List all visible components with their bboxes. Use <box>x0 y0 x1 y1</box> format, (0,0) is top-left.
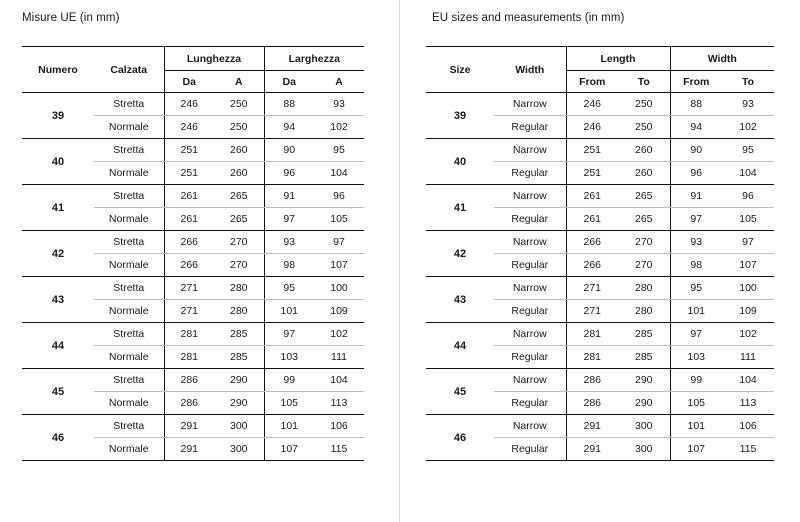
cell-length-from: 291 <box>566 438 618 461</box>
cell-width-from: 96 <box>264 162 314 185</box>
cell-length-from: 271 <box>164 277 214 300</box>
cell-width-type: Regular <box>494 392 566 415</box>
header-width-to: To <box>722 71 774 93</box>
cell-width-from: 99 <box>670 369 722 392</box>
cell-length-to: 280 <box>618 300 670 323</box>
cell-width-from: 91 <box>264 185 314 208</box>
cell-width-from: 94 <box>264 116 314 139</box>
cell-width-from: 98 <box>670 254 722 277</box>
table-row <box>426 323 774 346</box>
cell-width-to: 109 <box>722 300 774 323</box>
cell-length-to: 250 <box>214 116 264 139</box>
cell-length-from: 251 <box>164 139 214 162</box>
header-width-group: Larghezza <box>264 47 364 71</box>
cell-length-to: 260 <box>618 139 670 162</box>
header-width-to: A <box>314 71 364 93</box>
cell-width-to: 104 <box>314 162 364 185</box>
cell-length-to: 250 <box>618 93 670 116</box>
table-row <box>426 93 774 116</box>
table-row <box>22 323 364 346</box>
header-size: Size <box>426 47 494 93</box>
cell-width-type: Normale <box>94 300 164 323</box>
cell-length-to: 300 <box>214 415 264 438</box>
cell-width-type: Normale <box>94 116 164 139</box>
cell-length-to: 265 <box>618 185 670 208</box>
cell-width-from: 88 <box>670 93 722 116</box>
table-row <box>22 415 364 438</box>
cell-width-to: 96 <box>722 185 774 208</box>
cell-size: 44 <box>22 323 94 369</box>
cell-length-from: 246 <box>566 116 618 139</box>
cell-width-to: 102 <box>722 116 774 139</box>
table-row <box>22 139 364 162</box>
cell-width-from: 90 <box>264 139 314 162</box>
cell-size: 40 <box>22 139 94 185</box>
cell-width-type: Narrow <box>494 185 566 208</box>
cell-length-to: 280 <box>618 277 670 300</box>
cell-width-to: 95 <box>722 139 774 162</box>
cell-size: 44 <box>426 323 494 369</box>
cell-width-type: Stretta <box>94 231 164 254</box>
cell-length-to: 285 <box>214 346 264 369</box>
cell-width-from: 88 <box>264 93 314 116</box>
cell-length-to: 270 <box>214 231 264 254</box>
cell-length-from: 291 <box>164 415 214 438</box>
cell-width-from: 96 <box>670 162 722 185</box>
cell-length-from: 281 <box>164 323 214 346</box>
cell-width-to: 104 <box>722 162 774 185</box>
cell-width-from: 97 <box>670 323 722 346</box>
cell-size: 46 <box>426 415 494 461</box>
table-row <box>426 139 774 162</box>
cell-length-from: 281 <box>566 346 618 369</box>
header-width-from: Da <box>264 71 314 93</box>
cell-width-from: 101 <box>670 415 722 438</box>
cell-length-from: 261 <box>566 208 618 231</box>
cell-width-to: 102 <box>314 116 364 139</box>
header-length-to: A <box>214 71 264 93</box>
cell-width-to: 105 <box>722 208 774 231</box>
cell-width-type: Narrow <box>494 323 566 346</box>
cell-length-to: 290 <box>214 392 264 415</box>
cell-size: 39 <box>426 93 494 139</box>
cell-length-from: 286 <box>164 369 214 392</box>
cell-width-to: 102 <box>314 323 364 346</box>
cell-width-from: 97 <box>264 208 314 231</box>
cell-width-from: 101 <box>670 300 722 323</box>
cell-length-to: 300 <box>618 415 670 438</box>
cell-width-from: 95 <box>264 277 314 300</box>
cell-width-from: 103 <box>264 346 314 369</box>
cell-length-to: 300 <box>618 438 670 461</box>
cell-length-to: 285 <box>618 323 670 346</box>
cell-length-from: 266 <box>566 231 618 254</box>
table-row <box>22 277 364 300</box>
cell-length-to: 265 <box>214 208 264 231</box>
cell-length-from: 266 <box>566 254 618 277</box>
cell-length-from: 286 <box>566 392 618 415</box>
cell-width-from: 95 <box>670 277 722 300</box>
table-header-italian <box>22 47 364 93</box>
cell-length-from: 291 <box>164 438 214 461</box>
cell-length-from: 271 <box>566 300 618 323</box>
cell-length-from: 246 <box>566 93 618 116</box>
cell-width-from: 101 <box>264 300 314 323</box>
cell-length-to: 285 <box>214 323 264 346</box>
cell-width-to: 115 <box>722 438 774 461</box>
cell-width-to: 97 <box>314 231 364 254</box>
cell-length-from: 246 <box>164 93 214 116</box>
cell-length-from: 251 <box>566 139 618 162</box>
cell-length-to: 290 <box>214 369 264 392</box>
header-length-to: To <box>618 71 670 93</box>
cell-width-type: Regular <box>494 300 566 323</box>
table-row <box>22 185 364 208</box>
cell-width-type: Normale <box>94 208 164 231</box>
cell-size: 40 <box>426 139 494 185</box>
cell-length-to: 280 <box>214 300 264 323</box>
table-row <box>426 185 774 208</box>
cell-width-from: 90 <box>670 139 722 162</box>
cell-length-from: 251 <box>164 162 214 185</box>
table-header-english <box>426 47 774 93</box>
cell-width-type: Regular <box>494 438 566 461</box>
panel-english <box>400 0 800 522</box>
cell-width-from: 98 <box>264 254 314 277</box>
table-body-english <box>426 93 774 461</box>
cell-length-to: 270 <box>618 231 670 254</box>
cell-width-to: 102 <box>722 323 774 346</box>
header-row-top <box>426 47 774 71</box>
cell-width-from: 101 <box>264 415 314 438</box>
cell-size: 46 <box>22 415 94 461</box>
cell-width-type: Stretta <box>94 415 164 438</box>
header-width-type: Calzata <box>94 47 164 93</box>
cell-width-from: 99 <box>264 369 314 392</box>
panel-title-english: EU sizes and measurements (in mm) <box>432 12 625 24</box>
cell-width-type: Regular <box>494 254 566 277</box>
cell-width-to: 111 <box>314 346 364 369</box>
header-row-top <box>22 47 364 71</box>
cell-width-to: 111 <box>722 346 774 369</box>
header-length-group: Length <box>566 47 670 71</box>
cell-width-to: 107 <box>722 254 774 277</box>
cell-width-type: Narrow <box>494 369 566 392</box>
cell-width-type: Normale <box>94 392 164 415</box>
cell-width-type: Normale <box>94 162 164 185</box>
cell-width-type: Stretta <box>94 185 164 208</box>
cell-width-type: Normale <box>94 438 164 461</box>
cell-length-to: 265 <box>618 208 670 231</box>
cell-length-from: 261 <box>566 185 618 208</box>
table-row <box>426 277 774 300</box>
header-width-type: Width <box>494 47 566 93</box>
header-length-group: Lunghezza <box>164 47 264 71</box>
header-width-from: From <box>670 71 722 93</box>
cell-size: 45 <box>426 369 494 415</box>
cell-width-to: 100 <box>722 277 774 300</box>
cell-size: 42 <box>22 231 94 277</box>
cell-length-from: 261 <box>164 185 214 208</box>
cell-length-to: 285 <box>618 346 670 369</box>
cell-width-from: 93 <box>264 231 314 254</box>
cell-length-from: 281 <box>164 346 214 369</box>
cell-width-to: 115 <box>314 438 364 461</box>
cell-length-to: 270 <box>618 254 670 277</box>
cell-size: 45 <box>22 369 94 415</box>
cell-width-from: 105 <box>264 392 314 415</box>
cell-length-to: 260 <box>618 162 670 185</box>
cell-width-type: Stretta <box>94 369 164 392</box>
cell-length-to: 270 <box>214 254 264 277</box>
cell-width-to: 105 <box>314 208 364 231</box>
cell-width-from: 93 <box>670 231 722 254</box>
cell-width-to: 109 <box>314 300 364 323</box>
cell-length-from: 251 <box>566 162 618 185</box>
cell-width-from: 94 <box>670 116 722 139</box>
cell-size: 43 <box>426 277 494 323</box>
cell-width-type: Narrow <box>494 93 566 116</box>
cell-width-type: Stretta <box>94 277 164 300</box>
cell-width-type: Narrow <box>494 277 566 300</box>
cell-width-from: 107 <box>264 438 314 461</box>
table-row <box>22 231 364 254</box>
cell-width-to: 107 <box>314 254 364 277</box>
table-row <box>426 369 774 392</box>
cell-width-type: Regular <box>494 116 566 139</box>
cell-length-to: 260 <box>214 162 264 185</box>
cell-width-type: Normale <box>94 254 164 277</box>
cell-length-to: 280 <box>214 277 264 300</box>
cell-length-to: 250 <box>618 116 670 139</box>
cell-length-to: 250 <box>214 93 264 116</box>
header-length-from: From <box>566 71 618 93</box>
cell-width-type: Regular <box>494 208 566 231</box>
cell-length-from: 266 <box>164 231 214 254</box>
cell-width-to: 93 <box>722 93 774 116</box>
cell-width-from: 97 <box>264 323 314 346</box>
cell-width-type: Regular <box>494 162 566 185</box>
cell-width-to: 96 <box>314 185 364 208</box>
cell-width-type: Regular <box>494 346 566 369</box>
cell-length-from: 246 <box>164 116 214 139</box>
cell-width-type: Stretta <box>94 323 164 346</box>
cell-width-from: 107 <box>670 438 722 461</box>
cell-width-to: 104 <box>314 369 364 392</box>
cell-length-from: 261 <box>164 208 214 231</box>
cell-length-from: 271 <box>164 300 214 323</box>
cell-size: 41 <box>22 185 94 231</box>
cell-width-to: 100 <box>314 277 364 300</box>
cell-size: 39 <box>22 93 94 139</box>
size-table-italian <box>22 46 364 461</box>
cell-width-to: 97 <box>722 231 774 254</box>
cell-size: 42 <box>426 231 494 277</box>
header-size: Numero <box>22 47 94 93</box>
cell-size: 43 <box>22 277 94 323</box>
cell-width-type: Narrow <box>494 415 566 438</box>
cell-width-to: 106 <box>722 415 774 438</box>
cell-length-to: 260 <box>214 139 264 162</box>
cell-width-type: Normale <box>94 346 164 369</box>
cell-width-from: 91 <box>670 185 722 208</box>
cell-length-to: 290 <box>618 392 670 415</box>
header-length-from: Da <box>164 71 214 93</box>
panel-title-italian: Misure UE (in mm) <box>22 12 120 24</box>
cell-length-from: 291 <box>566 415 618 438</box>
cell-width-type: Stretta <box>94 139 164 162</box>
cell-length-to: 300 <box>214 438 264 461</box>
cell-length-to: 290 <box>618 369 670 392</box>
cell-size: 41 <box>426 185 494 231</box>
cell-width-to: 106 <box>314 415 364 438</box>
cell-width-from: 97 <box>670 208 722 231</box>
cell-width-to: 104 <box>722 369 774 392</box>
cell-width-type: Narrow <box>494 139 566 162</box>
cell-width-to: 95 <box>314 139 364 162</box>
size-table-english <box>426 46 774 461</box>
header-width-group: Width <box>670 47 774 71</box>
cell-width-type: Narrow <box>494 231 566 254</box>
cell-width-to: 113 <box>722 392 774 415</box>
table-row <box>426 415 774 438</box>
table-row <box>426 231 774 254</box>
table-row <box>22 93 364 116</box>
cell-length-from: 286 <box>566 369 618 392</box>
cell-width-from: 105 <box>670 392 722 415</box>
cell-width-type: Stretta <box>94 93 164 116</box>
cell-length-from: 286 <box>164 392 214 415</box>
table-body-italian <box>22 93 364 461</box>
cell-length-from: 266 <box>164 254 214 277</box>
cell-length-from: 271 <box>566 277 618 300</box>
cell-width-to: 93 <box>314 93 364 116</box>
cell-length-to: 265 <box>214 185 264 208</box>
cell-width-from: 103 <box>670 346 722 369</box>
cell-length-from: 281 <box>566 323 618 346</box>
cell-width-to: 113 <box>314 392 364 415</box>
table-row <box>22 369 364 392</box>
